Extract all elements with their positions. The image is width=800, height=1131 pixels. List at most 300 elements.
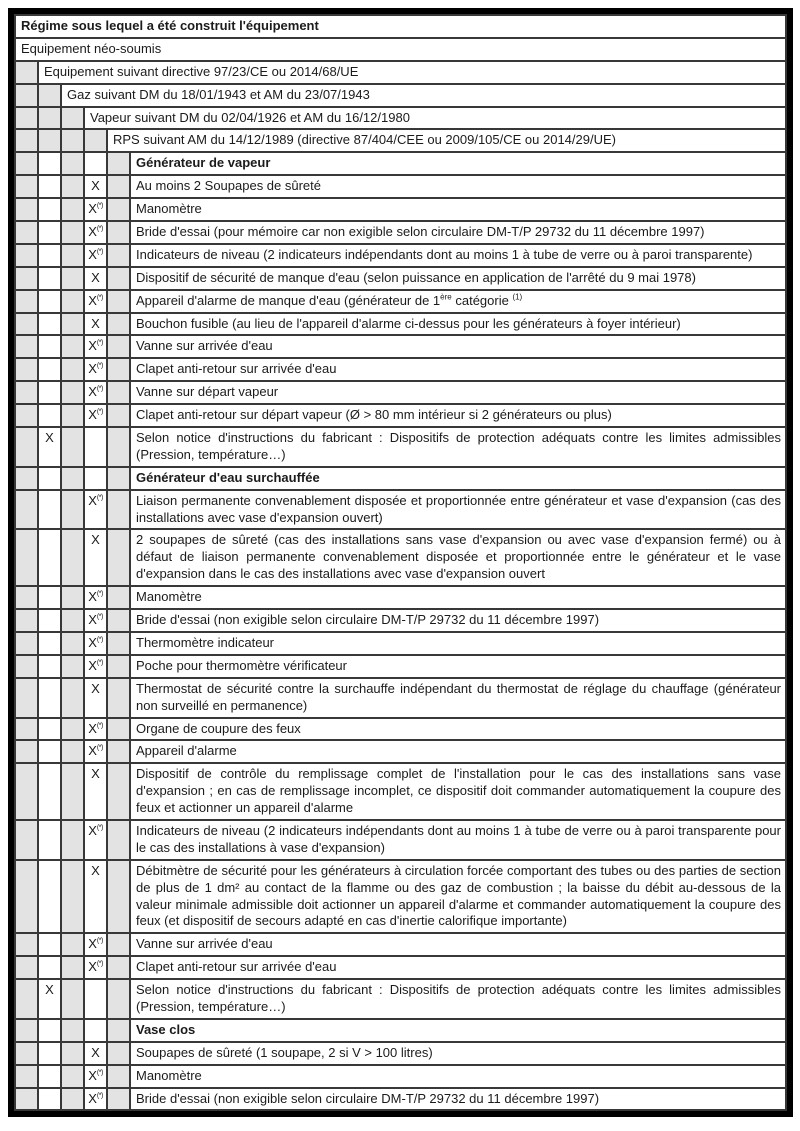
x-mark: X: [91, 178, 100, 194]
cell-directive: [38, 1019, 61, 1042]
cell-vapeur: [84, 175, 107, 198]
equipment-item-row: [15, 427, 786, 467]
equipment-item-row: [15, 655, 786, 678]
item-text: Bride d'essai (pour mémoire car non exigible selon circulaire DM-T/P 29732 du 11 décembre 1997): [130, 221, 786, 244]
cell-gaz: [61, 467, 84, 490]
cell-rps: [107, 490, 130, 530]
cell-neo-soumis: [15, 820, 38, 860]
cell-neo-soumis: [15, 198, 38, 221]
cell-directive: [38, 1042, 61, 1065]
indent-cell: [15, 107, 38, 130]
indent-cell: [38, 84, 61, 107]
x-mark: X: [88, 246, 97, 262]
cell-directive: [38, 763, 61, 820]
item-text: Vanne sur départ vapeur: [130, 381, 786, 404]
cell-gaz: [61, 655, 84, 678]
cell-neo-soumis: [15, 290, 38, 313]
cell-vapeur: [84, 381, 107, 404]
cell-vapeur: [84, 529, 107, 586]
x-mark: X: [88, 743, 97, 759]
x-mark: X: [88, 634, 97, 650]
cell-vapeur: [84, 979, 107, 1019]
cell-gaz: [61, 933, 84, 956]
cell-vapeur: [84, 586, 107, 609]
cell-vapeur: [84, 655, 107, 678]
cell-rps: [107, 404, 130, 427]
cell-gaz: [61, 221, 84, 244]
cell-vapeur: [84, 335, 107, 358]
equipment-item-row: [15, 335, 786, 358]
x-mark: X: [88, 657, 97, 673]
cell-rps: [107, 529, 130, 586]
x-mark: X: [88, 822, 97, 838]
cell-neo-soumis: [15, 335, 38, 358]
cell-neo-soumis: [15, 632, 38, 655]
cell-rps: [107, 267, 130, 290]
equipment-item-row: [15, 820, 786, 860]
cell-rps: [107, 290, 130, 313]
cell-gaz: [61, 290, 84, 313]
cell-gaz: [61, 175, 84, 198]
cell-directive: [38, 335, 61, 358]
cell-neo-soumis: [15, 763, 38, 820]
cell-vapeur: [84, 290, 107, 313]
item-text: Thermostat de sécurité contre la surchauffe indépendant du thermostat de réglage du chauffage (générateur non surveillé en permanence): [130, 678, 786, 718]
x-mark-note-suffix: (*): [96, 722, 103, 730]
cell-rps: [107, 632, 130, 655]
x-mark-note-suffix: (*): [96, 248, 103, 256]
cell-directive: [38, 632, 61, 655]
item-text: Vanne sur arrivée d'eau: [130, 933, 786, 956]
cell-gaz: [61, 427, 84, 467]
cell-neo-soumis: [15, 678, 38, 718]
cell-rps: [107, 820, 130, 860]
equipment-item-row: [15, 740, 786, 763]
cell-directive: [38, 979, 61, 1019]
x-mark: X: [91, 532, 100, 548]
cell-rps: [107, 381, 130, 404]
x-mark: X: [88, 1090, 97, 1106]
cell-gaz: [61, 609, 84, 632]
cell-gaz: [61, 198, 84, 221]
cell-gaz: [61, 740, 84, 763]
cell-vapeur: [84, 221, 107, 244]
equipment-item-row: [15, 609, 786, 632]
equipment-item-row: [15, 198, 786, 221]
cell-directive: [38, 467, 61, 490]
x-mark-note-suffix: (*): [96, 745, 103, 753]
cell-neo-soumis: [15, 244, 38, 267]
x-mark: X: [45, 982, 54, 998]
cell-vapeur: [84, 933, 107, 956]
cell-rps: [107, 1088, 130, 1111]
cell-neo-soumis: [15, 152, 38, 175]
cell-rps: [107, 933, 130, 956]
x-mark: X: [88, 292, 97, 308]
item-text: Manomètre: [130, 198, 786, 221]
cell-rps: [107, 175, 130, 198]
cell-neo-soumis: [15, 358, 38, 381]
cell-vapeur: [84, 152, 107, 175]
cell-rps: [107, 1042, 130, 1065]
cell-neo-soumis: [15, 586, 38, 609]
page-title: Régime sous lequel a été construit l'équipement: [15, 15, 786, 38]
equipment-item-row: [15, 956, 786, 979]
cell-vapeur: [84, 267, 107, 290]
cell-vapeur: [84, 1042, 107, 1065]
indent-cell: [38, 107, 61, 130]
cell-gaz: [61, 313, 84, 336]
cell-gaz: [61, 358, 84, 381]
item-text: Dispositif de sécurité de manque d'eau (selon puissance en application de l'arrêté du 9 mai 1978): [130, 267, 786, 290]
cell-vapeur: [84, 1019, 107, 1042]
cell-rps: [107, 655, 130, 678]
cell-gaz: [61, 820, 84, 860]
x-mark: X: [88, 936, 97, 952]
item-text: Clapet anti-retour sur départ vapeur (Ø > 80 mm intérieur si 2 générateurs ou plus): [130, 404, 786, 427]
cell-vapeur: [84, 1088, 107, 1111]
equipment-item-row: [15, 175, 786, 198]
cell-rps: [107, 335, 130, 358]
x-mark-note-suffix: (*): [96, 659, 103, 667]
cell-neo-soumis: [15, 956, 38, 979]
x-mark-note-suffix: (*): [96, 613, 103, 621]
cell-gaz: [61, 244, 84, 267]
x-mark: X: [88, 1067, 97, 1083]
cell-rps: [107, 740, 130, 763]
cell-rps: [107, 467, 130, 490]
regime-label-rps: RPS suivant AM du 14/12/1989 (directive 87/404/CEE ou 2009/105/CE ou 2014/29/UE): [107, 129, 786, 152]
cell-directive: [38, 221, 61, 244]
item-text: Soupapes de sûreté (1 soupape, 2 si V > 100 litres): [130, 1042, 786, 1065]
cell-directive: [38, 267, 61, 290]
equipment-item-row: [15, 404, 786, 427]
regime-row-gaz: [15, 84, 786, 107]
item-text: Manomètre: [130, 586, 786, 609]
cell-vapeur: [84, 198, 107, 221]
x-mark: X: [88, 589, 97, 605]
cell-directive: [38, 609, 61, 632]
cell-neo-soumis: [15, 1065, 38, 1088]
cell-vapeur: [84, 632, 107, 655]
x-mark: X: [91, 862, 100, 878]
regime-label-neo-soumis: Equipement néo-soumis: [15, 38, 786, 61]
cell-rps: [107, 586, 130, 609]
cell-gaz: [61, 678, 84, 718]
cell-vapeur: [84, 860, 107, 934]
cell-gaz: [61, 586, 84, 609]
indent-cell: [38, 129, 61, 152]
cell-gaz: [61, 718, 84, 741]
item-text: Au moins 2 Soupapes de sûreté: [130, 175, 786, 198]
regime-row-directive: [15, 61, 786, 84]
cell-directive: [38, 1088, 61, 1111]
x-mark-note-suffix: (*): [96, 408, 103, 416]
regime-label-vapeur: Vapeur suivant DM du 02/04/1926 et AM du 16/12/1980: [84, 107, 786, 130]
indent-cell: [15, 61, 38, 84]
cell-directive: [38, 860, 61, 934]
x-mark-note-suffix: (*): [96, 960, 103, 968]
x-mark-note-suffix: (*): [96, 363, 103, 371]
item-text: Vanne sur arrivée d'eau: [130, 335, 786, 358]
cell-directive: [38, 490, 61, 530]
x-mark-note-suffix: (*): [96, 294, 103, 302]
equipment-item-row: [15, 933, 786, 956]
item-text: Poche pour thermomètre vérificateur: [130, 655, 786, 678]
cell-neo-soumis: [15, 655, 38, 678]
equipment-item-row: [15, 860, 786, 934]
x-mark: X: [88, 407, 97, 423]
cell-vapeur: [84, 244, 107, 267]
cell-directive: [38, 404, 61, 427]
cell-neo-soumis: [15, 267, 38, 290]
table-title-row: [15, 15, 786, 38]
item-text: Clapet anti-retour sur arrivée d'eau: [130, 358, 786, 381]
cell-directive: [38, 152, 61, 175]
cell-neo-soumis: [15, 490, 38, 530]
cell-vapeur: [84, 678, 107, 718]
cell-gaz: [61, 404, 84, 427]
cell-gaz: [61, 763, 84, 820]
cell-gaz: [61, 1019, 84, 1042]
cell-neo-soumis: [15, 175, 38, 198]
x-mark: X: [88, 338, 97, 354]
cell-rps: [107, 221, 130, 244]
cell-rps: [107, 678, 130, 718]
equipment-item-row: [15, 586, 786, 609]
cell-neo-soumis: [15, 1042, 38, 1065]
document-frame: [8, 8, 793, 1117]
equipment-item-row: [15, 979, 786, 1019]
x-mark-note-suffix: (*): [96, 937, 103, 945]
equipment-item-row: [15, 313, 786, 336]
cell-neo-soumis: [15, 1088, 38, 1111]
item-text-run: Appareil d'alarme de manque d'eau (générateur de 1: [136, 292, 441, 308]
cell-gaz: [61, 267, 84, 290]
equipment-item-row: [15, 1088, 786, 1111]
cell-directive: [38, 820, 61, 860]
cell-vapeur: [84, 956, 107, 979]
indent-cell: [61, 107, 84, 130]
equipment-item-row: [15, 1065, 786, 1088]
superscript-text: (1): [512, 292, 523, 302]
x-mark: X: [88, 201, 97, 217]
cell-neo-soumis: [15, 979, 38, 1019]
item-text: Clapet anti-retour sur arrivée d'eau: [130, 956, 786, 979]
x-mark: X: [88, 720, 97, 736]
x-mark: X: [45, 430, 54, 446]
cell-rps: [107, 718, 130, 741]
cell-directive: [38, 381, 61, 404]
x-mark: X: [91, 766, 100, 782]
item-text: [130, 290, 786, 313]
equipment-item-row: [15, 1042, 786, 1065]
cell-rps: [107, 152, 130, 175]
cell-gaz: [61, 381, 84, 404]
regime-row-rps: [15, 129, 786, 152]
regime-table-body: [15, 15, 786, 1110]
cell-vapeur: [84, 740, 107, 763]
item-text: Bride d'essai (non exigible selon circulaire DM-T/P 29732 du 11 décembre 1997): [130, 1088, 786, 1111]
section-header-row: [15, 467, 786, 490]
cell-vapeur: [84, 427, 107, 467]
cell-vapeur: [84, 467, 107, 490]
equipment-item-row: [15, 221, 786, 244]
equipment-item-row: [15, 290, 786, 313]
x-mark-note-suffix: (*): [96, 340, 103, 348]
cell-neo-soumis: [15, 467, 38, 490]
section-header-row: [15, 1019, 786, 1042]
item-text: Indicateurs de niveau (2 indicateurs indépendants dont au moins 1 à tube de verre ou à paroi transparente): [130, 244, 786, 267]
x-mark-note-suffix: (*): [96, 590, 103, 598]
cell-gaz: [61, 860, 84, 934]
item-text: Selon notice d'instructions du fabricant : Dispositifs de protection adéquats contre les limites admissibles (Pression, température…): [130, 427, 786, 467]
cell-gaz: [61, 979, 84, 1019]
equipment-item-row: [15, 244, 786, 267]
item-text: Manomètre: [130, 1065, 786, 1088]
cell-directive: [38, 244, 61, 267]
section-title: Générateur de vapeur: [130, 152, 786, 175]
section-title: Générateur d'eau surchauffée: [130, 467, 786, 490]
superscript-text: ère: [440, 292, 452, 302]
x-mark-note-suffix: (*): [96, 385, 103, 393]
x-mark: X: [91, 1044, 100, 1060]
cell-neo-soumis: [15, 404, 38, 427]
cell-neo-soumis: [15, 933, 38, 956]
x-mark: X: [88, 361, 97, 377]
cell-directive: [38, 175, 61, 198]
cell-rps: [107, 860, 130, 934]
x-mark: X: [88, 959, 97, 975]
indent-cell: [61, 129, 84, 152]
cell-directive: [38, 655, 61, 678]
section-title: Vase clos: [130, 1019, 786, 1042]
equipment-item-row: [15, 678, 786, 718]
regime-label-directive: Equipement suivant directive 97/23/CE ou 2014/68/UE: [38, 61, 786, 84]
item-text: Organe de coupure des feux: [130, 718, 786, 741]
item-text-run: catégorie: [451, 292, 513, 308]
indent-cell: [15, 84, 38, 107]
item-text: Thermomètre indicateur: [130, 632, 786, 655]
x-mark: X: [91, 269, 100, 285]
regime-row-neo-soumis: [15, 38, 786, 61]
cell-gaz: [61, 152, 84, 175]
cell-rps: [107, 244, 130, 267]
indent-cell: [15, 129, 38, 152]
equipment-item-row: [15, 490, 786, 530]
indent-cell: [84, 129, 107, 152]
cell-neo-soumis: [15, 381, 38, 404]
x-mark-note-suffix: (*): [96, 202, 103, 210]
cell-neo-soumis: [15, 609, 38, 632]
cell-directive: [38, 718, 61, 741]
cell-rps: [107, 956, 130, 979]
item-text: Bride d'essai (non exigible selon circulaire DM-T/P 29732 du 11 décembre 1997): [130, 609, 786, 632]
cell-directive: [38, 198, 61, 221]
cell-directive: [38, 290, 61, 313]
x-mark-note-suffix: (*): [96, 1092, 103, 1100]
cell-gaz: [61, 1042, 84, 1065]
cell-neo-soumis: [15, 427, 38, 467]
x-mark-note-suffix: (*): [96, 225, 103, 233]
cell-gaz: [61, 1065, 84, 1088]
cell-vapeur: [84, 763, 107, 820]
cell-gaz: [61, 335, 84, 358]
equipment-item-row: [15, 718, 786, 741]
cell-directive: [38, 678, 61, 718]
cell-gaz: [61, 632, 84, 655]
cell-neo-soumis: [15, 529, 38, 586]
cell-vapeur: [84, 358, 107, 381]
x-mark: X: [88, 612, 97, 628]
equipment-item-row: [15, 763, 786, 820]
cell-rps: [107, 313, 130, 336]
cell-gaz: [61, 529, 84, 586]
cell-vapeur: [84, 490, 107, 530]
x-mark-note-suffix: (*): [96, 494, 103, 502]
cell-directive: [38, 933, 61, 956]
cell-rps: [107, 198, 130, 221]
item-text: 2 soupapes de sûreté (cas des installations sans vase d'expansion ou avec vase d'expansion fermé) ou à défaut de liaison permanente convenablement disposée et proportionnée entre le générateur et le vase d'expansion dans le cas des installations avec vase d'expansion ouvert: [130, 529, 786, 586]
cell-gaz: [61, 490, 84, 530]
cell-vapeur: [84, 1065, 107, 1088]
equipment-item-row: [15, 529, 786, 586]
cell-neo-soumis: [15, 718, 38, 741]
cell-rps: [107, 358, 130, 381]
regime-row-vapeur: [15, 107, 786, 130]
item-text: Liaison permanente convenablement disposée et proportionnée entre générateur et vase d'expansion (cas des installations avec vase d'expansion ouvert): [130, 490, 786, 530]
item-text: Selon notice d'instructions du fabricant : Dispositifs de protection adéquats contre les limites admissibles (Pression, température…): [130, 979, 786, 1019]
item-text: Indicateurs de niveau (2 indicateurs indépendants dont au moins 1 à tube de verre ou à paroi transparente pour le cas des installations à vase d'expansion): [130, 820, 786, 860]
x-mark-note-suffix: (*): [96, 636, 103, 644]
item-text: Débitmètre de sécurité pour les générateurs à circulation forcée comportant des tubes ou des parties de section de plus de 1 dm² au contact de la flamme ou des gaz de combustion ; la baisse du débit au-dessous de la valeur minimale admissible doit actionner un appareil d'alarme et commander automatiquement la coupure des feux (et dispositif de secours adapté en cas d'inertie calorifique importante): [130, 860, 786, 934]
x-mark: X: [88, 224, 97, 240]
x-mark-note-suffix: (*): [96, 1069, 103, 1077]
cell-gaz: [61, 1088, 84, 1111]
cell-directive: [38, 956, 61, 979]
cell-rps: [107, 1065, 130, 1088]
cell-vapeur: [84, 718, 107, 741]
cell-directive: [38, 740, 61, 763]
x-mark: X: [91, 680, 100, 696]
equipment-item-row: [15, 632, 786, 655]
cell-vapeur: [84, 404, 107, 427]
cell-rps: [107, 763, 130, 820]
cell-directive: [38, 1065, 61, 1088]
cell-directive: [38, 313, 61, 336]
cell-rps: [107, 1019, 130, 1042]
equipment-item-row: [15, 381, 786, 404]
cell-directive: [38, 427, 61, 467]
x-mark: X: [88, 492, 97, 508]
cell-directive: [38, 529, 61, 586]
equipment-item-row: [15, 358, 786, 381]
cell-neo-soumis: [15, 740, 38, 763]
item-text: Bouchon fusible (au lieu de l'appareil d'alarme ci-dessus pour les générateurs à foyer intérieur): [130, 313, 786, 336]
regime-table: [14, 14, 787, 1111]
item-text: Dispositif de contrôle du remplissage complet de l'installation pour le cas des installations sans vase d'expansion ; en cas de remplissage incomplet, ce dispositif doit commander automatiquement la coupure des feux et actionner un appareil d'alarme: [130, 763, 786, 820]
cell-vapeur: [84, 609, 107, 632]
section-header-row: [15, 152, 786, 175]
cell-neo-soumis: [15, 860, 38, 934]
cell-rps: [107, 609, 130, 632]
cell-directive: [38, 358, 61, 381]
cell-rps: [107, 427, 130, 467]
x-mark: X: [91, 315, 100, 331]
cell-directive: [38, 586, 61, 609]
cell-rps: [107, 979, 130, 1019]
cell-gaz: [61, 956, 84, 979]
